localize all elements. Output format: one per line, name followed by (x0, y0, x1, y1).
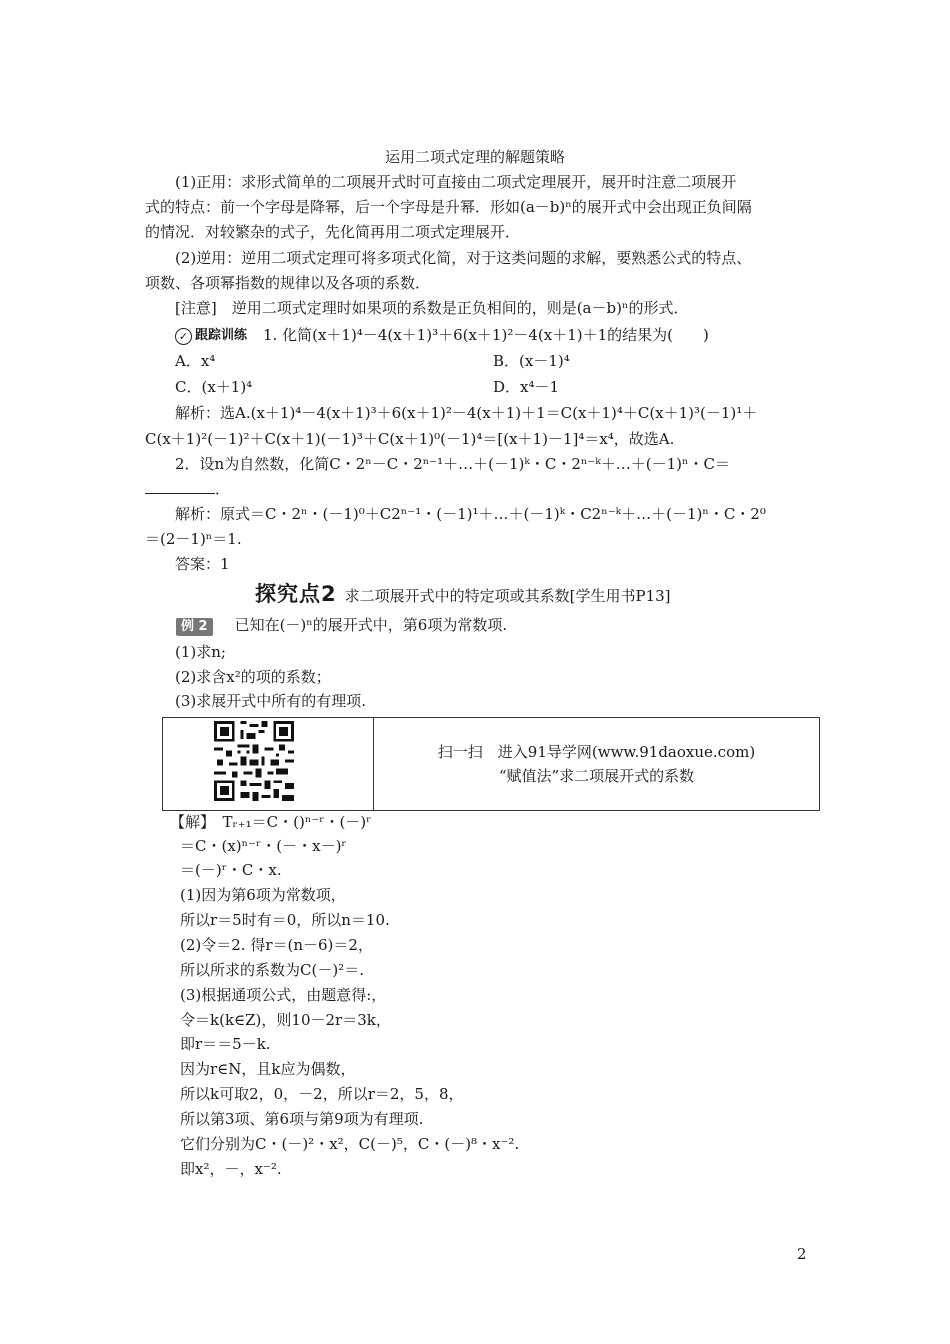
section-title: 求二项展开式中的特定项或其系数[学生用书P13] (344, 587, 671, 605)
option-d: D．x⁴－1 (493, 378, 560, 396)
solution-line: ＝(2－1)ⁿ＝1. (145, 530, 242, 548)
paragraph-line: 的情况．对较繁杂的式子，先化简再用二项式定理展开． (145, 223, 521, 241)
answer-line: 答案：1 (175, 555, 230, 573)
paragraph-line: 式的特点：前一个字母是降幂，后一个字母是升幂．形如(a－b)ⁿ的展开式中会出现正负间隔 (145, 198, 752, 216)
solution-line: 解析：原式＝C・2ⁿ・(－1)⁰＋C2ⁿ⁻¹・(－1)¹＋…＋(－1)ᵏ・C2ⁿ⁻ᵏ＋…＋(－1)ⁿ・C・2⁰ (175, 505, 766, 523)
solution-step: 所以r＝5时有＝0，所以n＝10. (180, 911, 390, 929)
example-badge: 例 2 (176, 618, 213, 636)
note-line: [注意] 逆用二项式定理时如果项的系数是正负相间的，则是(a－b)ⁿ的形式． (175, 299, 689, 317)
solution-step: 即x²，－，x⁻². (180, 1160, 282, 1178)
question-2: 2．设n为自然数，化简C・2ⁿ－C・2ⁿ⁻¹＋…＋(－1)ᵏ・C・2ⁿ⁻ᵏ＋…＋(－1)ⁿ・C＝ (175, 455, 730, 473)
solution-step: 【解】 Tᵣ₊₁＝C・()ⁿ⁻ʳ・(－)ʳ (170, 813, 372, 831)
question-1-text: 1. 化简(x＋1)⁴－4(x＋1)³＋6(x＋1)²－4(x＋1)＋1的结果为( ) (263, 326, 709, 344)
qr-topic-line: “赋值法”求二项展开式的系数 (498, 767, 695, 785)
qr-text (374, 740, 819, 788)
paragraph-line: (1)正用：求形式简单的二项展开式时可直接由二项式定理展开，展开时注意二项展开 (175, 173, 737, 191)
section-header (255, 580, 671, 610)
option-c: C．(x＋1)⁴ (175, 378, 253, 396)
example-part: (3)求展开式中所有的有理项. (175, 692, 367, 710)
section-number: 探究点2 (255, 582, 337, 606)
page-number: 2 (797, 1245, 807, 1263)
option-a: A．x⁴ (175, 352, 216, 370)
solution-line: C(x＋1)²(－1)²＋C(x＋1)(－1)³＋C(x＋1)⁰(－1)⁴＝[(x＋1)－1]⁴＝x⁴，故选A. (145, 430, 675, 448)
example-part: (1)求n; (175, 643, 226, 661)
example-line (176, 614, 507, 636)
section-heading: 运用二项式定理的解题策略 (384, 148, 565, 166)
qr-link-line[interactable]: 扫一扫 进入91导学网(www.91daoxue.com) (437, 743, 756, 761)
solution-line: 解析：选A.(x＋1)⁴－4(x＋1)³＋6(x＋1)²－4(x＋1)＋1＝C(x＋1)⁴＋C(x＋1)³(－1)¹＋ (175, 404, 758, 422)
qr-box (162, 717, 820, 811)
solution-step: 令＝k(k∈Z)，则10－2r＝3k， (180, 1011, 391, 1029)
option-b: B．(x－1)⁴ (493, 352, 570, 370)
solution-step: 即r＝＝5－k. (180, 1035, 271, 1053)
solution-step: (2)令＝2. 得r＝(n－6)＝2， (180, 936, 373, 954)
check-icon: ✓ (175, 328, 192, 345)
solution-step: ＝(－)ʳ・C・x. (180, 861, 282, 879)
tracking-label: 跟踪训练 (195, 328, 248, 343)
solution-step: 所以所求的系数为C(－)²＝. (180, 961, 364, 979)
answer-blank (145, 479, 215, 494)
period: ． (215, 480, 231, 498)
question-1 (175, 324, 709, 347)
example-text: 已知在(－)ⁿ的展开式中，第6项为常数项. (234, 616, 508, 634)
solution-step: 所以第3项、第6项与第9项为有理项. (180, 1110, 424, 1128)
tracking-badge (175, 325, 247, 347)
answer-blank-line (145, 478, 230, 500)
paragraph-line: (2)逆用：逆用二项式定理可将多项式化简，对于这类问题的求解，要熟悉公式的特点、 (175, 249, 752, 267)
example-part: (2)求含x²的项的系数； (175, 668, 331, 686)
paragraph-line: 项数、各项幂指数的规律以及各项的系数． (145, 274, 431, 292)
solution-step: 所以k可取2，0，－2，所以r＝2，5，8， (180, 1085, 464, 1103)
qr-code-icon[interactable] (211, 718, 297, 804)
solution-step: 它们分别为C・(－)²・x²，C(－)⁵，C・(－)⁸・x⁻². (180, 1135, 520, 1153)
solution-step: 因为r∈N，且k应为偶数， (180, 1060, 356, 1078)
solution-step: (1)因为第6项为常数项， (180, 886, 346, 904)
solution-step: (3)根据通项公式，由题意得:， (180, 986, 387, 1004)
solution-step: ＝C・(x)ⁿ⁻ʳ・(－・x－)ʳ (180, 837, 347, 855)
